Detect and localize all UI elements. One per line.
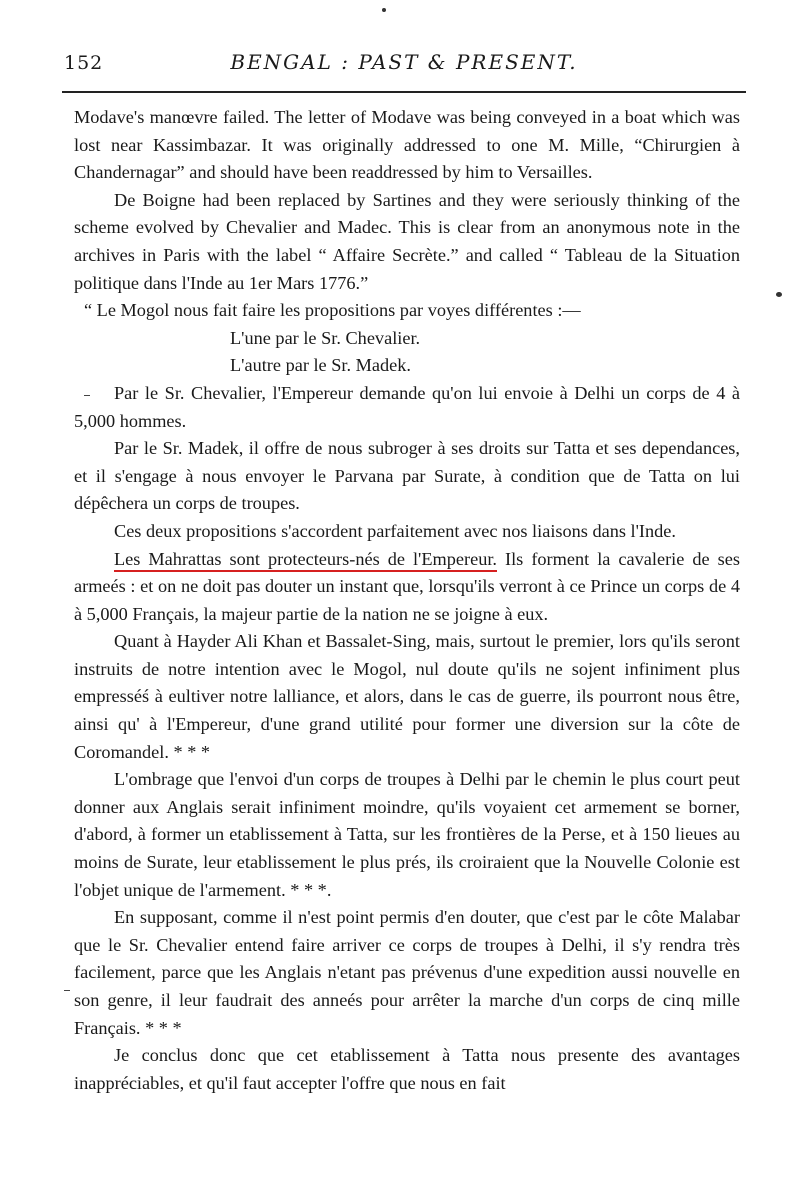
paragraph-madek-offer: Par le Sr. Madek, il offre de nous subroger à ses droits sur Tatta et ses dependances, et il s'engage à nous envoyer le Parvana par Surate, à condition que de Tatta on lui dépêchera un corps de troupes.	[74, 438, 740, 514]
paragraph-mahrattas-rest: Ils forment la cavalerie de ses armeés : et on ne doit pas douter un instant que, lorsqu'ils verront à ce Prince un corps de 4 à 5,000 Français, la majeur partie de la nation ne se joigne à eux.	[74, 548, 741, 624]
scan-speck-top	[382, 8, 386, 12]
header-rule	[62, 91, 746, 93]
scan-mark-left-1	[84, 395, 90, 396]
running-title: BENGAL : PAST & PRESENT.	[230, 50, 578, 74]
quote-opening: “ Le Mogol nous fait faire les propositions par voyes différentes :—	[84, 300, 581, 321]
body-text	[74, 104, 740, 1097]
paragraph-de-boigne: De Boigne had been replaced by Sartines and they were seriously thinking of the scheme evolved by Chevalier and Madec. This is clear from an anonymous note in the archives in Paris with the label “ Affaire Secrète.” and called “ Tableau de la Situation politique dans l'Inde au 1er Mars 1776.”	[74, 189, 740, 293]
paragraph-ombrage: L'ombrage que l'envoi d'un corps de troupes à Delhi par le chemin le plus court peut donner aux Anglais serait infiniment moindre, qu'ils voyaient cet armement se borner, d'abord, à former un etablissement à Tatta, sur les frontières de la Perse, et à 150 lieues au moins de Surate, leur etablissement le plus prés, ils croiraient que la Nouvelle Colonie est l'objet unique de l'armement. * * *.	[74, 769, 740, 900]
quote-line-madek: L'autre par le Sr. Madek.	[230, 355, 411, 376]
paragraph-en-supposant: En supposant, comme il n'est point permis d'en douter, que c'est par le côte Malabar que le Sr. Chevalier entend faire arriver ce corps de troupes à Delhi, il s'y rendra très facilement, parce que les Anglais n'etant pas prévenus d'une expedition aussi nouvelle en son genre, il leur faudrait des anneés pour arrêter la marche d'un corps de cinq mille Français. * * *	[74, 907, 740, 1038]
paragraph-je-conclus: Je conclus donc que cet etablissement à Tatta nous presente des avantages inappréciables, et qu'il faut accepter l'offre que nous en fait	[74, 1045, 740, 1093]
page-header	[64, 46, 744, 82]
quote-line-chevalier: L'une par le Sr. Chevalier.	[230, 327, 421, 348]
page-number: 152	[64, 52, 104, 74]
paragraph-propositions: Ces deux propositions s'accordent parfaitement avec nos liaisons dans l'Inde.	[114, 520, 676, 541]
paragraph-hayder-ali: Quant à Hayder Ali Khan et Bassalet-Sing, mais, surtout le premier, lors qu'ils seront instruits de notre intention avec le Mogol, nul doute qu'ils ne sojent infiniment plus empresséś à eultiver notre lalliance, et alors, dans le cas de guerre, ils pourront nous être, ainsi qu' à l'Empereur, d'une grand utilité pour former une diversion sur la côte de Coromandel. * * *	[74, 631, 740, 762]
scan-speck-right	[776, 292, 782, 297]
underlined-sentence: Les Mahrattas sont protecteurs-nés de l'Empereur.	[114, 548, 497, 569]
paragraph-modave: Modave's manœvre failed. The letter of Modave was being conveyed in a boat which was lost near Kassimbazar. It was originally addressed to one M. Mille, “Chirurgien à Chandernagar” and should have been readdressed by him to Versailles.	[74, 107, 740, 183]
scan-mark-left-2	[64, 990, 70, 991]
paragraph-chevalier-request: Par le Sr. Chevalier, l'Empereur demande qu'on lui envoie à Delhi un corps de 4 à 5,000 hommes.	[74, 382, 740, 431]
paragraph-mahrattas	[74, 546, 740, 629]
